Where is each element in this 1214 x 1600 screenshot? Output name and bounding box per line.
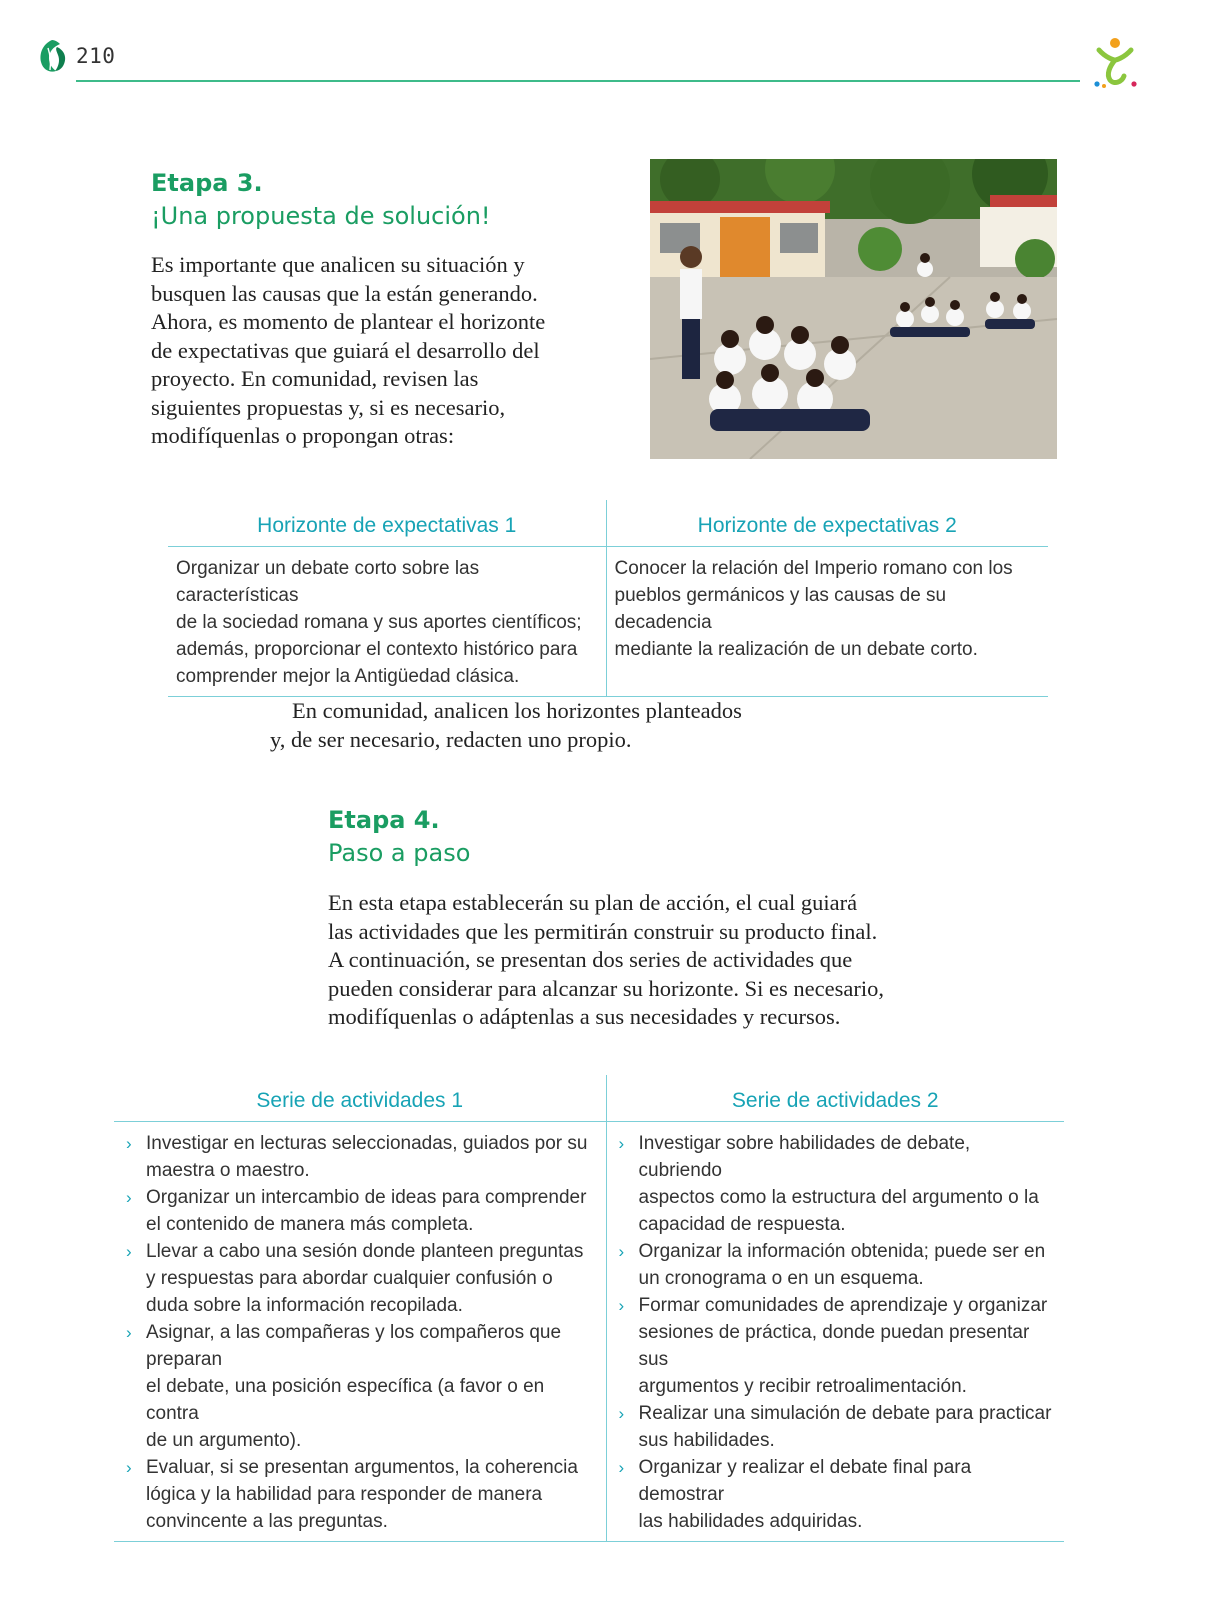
serie-1-list (122, 1130, 598, 1535)
text-line: de expectativas que guiará el desarrollo del (151, 337, 540, 363)
etapa4-paragraph (328, 889, 928, 1032)
text-line: el debate, una posición específica (a favor o en contra (146, 1376, 545, 1424)
list-item (615, 1130, 1057, 1238)
text-line: Investigar sobre habilidades de debate, cubriendo (638, 1133, 971, 1181)
text-line: argumentos y recibir retroalimentación. (638, 1376, 967, 1397)
text-line: mediante la realización de un debate corto. (614, 639, 978, 660)
text-line: de la sociedad romana y sus aportes científicos; (176, 612, 582, 633)
list-item (615, 1400, 1057, 1454)
text-line: las habilidades adquiridas. (638, 1511, 863, 1532)
header-divider (76, 80, 1080, 82)
text-line: pueden considerar para alcanzar su horizonte. Si es necesario, (328, 975, 884, 1001)
etapa4-title: Etapa 4. (328, 806, 440, 834)
text-line: pueblos germánicos y las causas de su decadencia (614, 585, 947, 633)
text-line: duda sobre la información recopilada. (146, 1295, 463, 1316)
horizonte-2-header: Horizonte de expectativas 2 (606, 500, 1048, 547)
text-line: capacidad de respuesta. (638, 1214, 846, 1235)
text-line: Conocer la relación del Imperio romano con los (614, 558, 1013, 579)
etapa4-subtitle: Paso a paso (328, 839, 471, 867)
text-line: además, proporcionar el contexto histórico para (176, 639, 578, 660)
text-line: maestra o maestro. (146, 1160, 310, 1181)
serie-2-list (615, 1130, 1057, 1535)
chevron-right-icon: › (126, 1188, 132, 1207)
series-table (114, 1075, 1064, 1542)
text-line: Organizar un debate corto sobre las características (176, 558, 480, 606)
text-line: busquen las causas que la están generando. (151, 280, 538, 306)
text-line: proyecto. En comunidad, revisen las (151, 366, 479, 391)
text-line: comprender mejor la Antigüedad clásica. (176, 666, 520, 687)
text-line: de un argumento). (146, 1430, 302, 1451)
chevron-right-icon: › (126, 1323, 132, 1342)
text-line: Ahora, es momento de plantear el horizonte (151, 309, 546, 334)
chevron-right-icon: › (126, 1242, 132, 1261)
text-line: Formar comunidades de aprendizaje y organizar (638, 1295, 1048, 1316)
text-line: modifíquenlas o propongan otras: (151, 423, 455, 448)
text-line: siguientes propuestas y, si es necesario, (151, 394, 506, 420)
chevron-right-icon: › (618, 1296, 625, 1315)
serie-1-cell (114, 1122, 606, 1542)
text-line: Investigar en lecturas seleccionadas, guiados por su (146, 1133, 588, 1154)
list-item (615, 1238, 1057, 1292)
text-line: modifíquenlas o adáptenlas a sus necesidades y recursos. (328, 1004, 841, 1029)
horizontes-table (168, 500, 1048, 697)
horizonte-1-cell (168, 547, 606, 697)
comunidad-paragraph (270, 697, 830, 754)
text-line: convincente a las preguntas. (146, 1511, 388, 1532)
text-line: En comunidad, analicen los horizontes planteados (292, 698, 742, 723)
list-item (122, 1130, 598, 1184)
etapa3-title: Etapa 3. (151, 169, 263, 197)
horizonte-1-header: Horizonte de expectativas 1 (168, 500, 606, 547)
text-line: sesiones de práctica, donde puedan presentar sus (638, 1322, 1030, 1370)
list-item (122, 1238, 598, 1319)
text-line: Es importante que analicen su situación y (151, 252, 525, 277)
text-line: En esta etapa establecerán su plan de acción, el cual guiará (328, 890, 858, 915)
chevron-right-icon: › (126, 1458, 132, 1477)
chevron-right-icon: › (618, 1404, 625, 1423)
etapa3-subtitle: ¡Una propuesta de solución! (151, 202, 491, 230)
text-line: Realizar una simulación de debate para practicar (638, 1403, 1052, 1424)
chevron-right-icon: › (618, 1242, 625, 1261)
chevron-right-icon: › (618, 1458, 625, 1477)
chevron-right-icon: › (618, 1134, 625, 1153)
text-line: Asignar, a las compañeras y los compañeros que preparan (146, 1322, 562, 1370)
text-line: Organizar un intercambio de ideas para comprender (146, 1187, 587, 1208)
list-item (122, 1319, 598, 1454)
list-item (122, 1454, 598, 1535)
etapa3-paragraph (151, 251, 631, 451)
students-photo (650, 159, 1057, 459)
serie-2-cell (606, 1122, 1064, 1542)
text-line: y, de ser necesario, redacten uno propio. (270, 726, 632, 752)
text-line: las actividades que les permitirán construir su producto final. (328, 918, 878, 944)
sep-logo-icon (1090, 36, 1140, 88)
text-line: Organizar la información obtenida; puede ser en (638, 1241, 1046, 1262)
text-line: y respuestas para abordar cualquier confusión o (146, 1268, 553, 1289)
leaf-icon (36, 38, 68, 74)
text-line: aspectos como la estructura del argumento o la (638, 1187, 1039, 1208)
text-line: Evaluar, si se presentan argumentos, la coherencia (146, 1457, 578, 1478)
chevron-right-icon: › (126, 1134, 132, 1153)
list-item (615, 1292, 1057, 1400)
text-line: Llevar a cabo una sesión donde planteen preguntas (146, 1241, 584, 1262)
text-line: un cronograma o en un esquema. (638, 1268, 924, 1289)
text-line: lógica y la habilidad para responder de manera (146, 1484, 543, 1505)
list-item (122, 1184, 598, 1238)
serie-2-header: Serie de actividades 2 (606, 1075, 1064, 1122)
horizonte-2-cell (606, 547, 1048, 697)
serie-1-header: Serie de actividades 1 (114, 1075, 606, 1122)
text-line: A continuación, se presentan dos series de actividades que (328, 947, 853, 972)
text-line: el contenido de manera más completa. (146, 1214, 474, 1235)
text-line: Organizar y realizar el debate final para demostrar (638, 1457, 972, 1505)
page-number: 210 (76, 44, 116, 68)
text-line: sus habilidades. (638, 1430, 775, 1451)
list-item (615, 1454, 1057, 1535)
